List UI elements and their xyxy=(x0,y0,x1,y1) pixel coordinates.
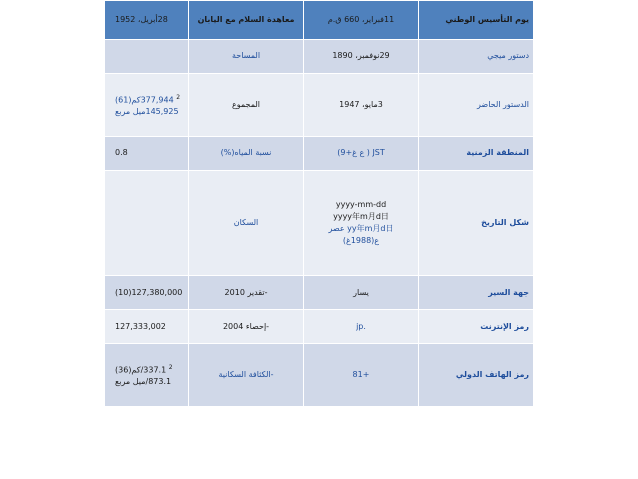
peace-treaty-value: 28أبريل، 1952 xyxy=(105,1,189,40)
population-density-label[interactable]: -الكثافة السكانية xyxy=(189,343,304,406)
table-row xyxy=(105,170,534,276)
date-format-label[interactable]: شكل التاريخ xyxy=(419,170,534,276)
area-value xyxy=(105,40,189,74)
date-format-value: yyyy-mm-dd yyyy年m月d日 yy年m月d日 عصر ع(1988غ) xyxy=(304,170,419,276)
estimate-2010-value: 127,380,000(10) xyxy=(105,276,189,310)
water-percent-label[interactable]: نسبة المياه(%) xyxy=(189,136,304,170)
drives-on-label[interactable]: جهة السير xyxy=(419,276,534,310)
time-zone-label[interactable]: المنطقة الزمنية xyxy=(419,136,534,170)
meiji-constitution-label[interactable]: دستور ميجي xyxy=(419,40,534,74)
meiji-constitution-value: 29نوفمبر، 1890 xyxy=(304,40,419,74)
internet-tld-value[interactable]: .jp xyxy=(304,310,419,344)
drives-on-value: يسار xyxy=(304,276,419,310)
table-row xyxy=(105,73,534,136)
total-area-value: $^2$ 377,944كم(61) 145,925ميل مربع xyxy=(105,73,189,136)
census-2004-label: -إحصاء 2004 xyxy=(189,310,304,344)
table-row xyxy=(105,40,534,74)
superscript-2: 2 xyxy=(168,363,173,371)
table-row xyxy=(105,136,534,170)
population-value xyxy=(105,170,189,276)
national-day-value: 11فبراير، 660 ق.م xyxy=(304,1,419,40)
population-label[interactable]: السكان xyxy=(189,170,304,276)
total-area-label: المجموع xyxy=(189,73,304,136)
census-2004-value: 127,333,002 xyxy=(105,310,189,344)
table-row xyxy=(105,1,534,40)
national-day-label[interactable]: يوم التأسيس الوطني xyxy=(419,1,534,40)
internet-tld-label[interactable]: رمز الإنترنت xyxy=(419,310,534,344)
peace-treaty-label[interactable]: معاهدة السلام مع اليابان xyxy=(189,1,304,40)
time-zone-value[interactable]: JST ( ع غ+9) xyxy=(304,136,419,170)
superscript-2: 2 xyxy=(176,93,181,101)
calling-code-value[interactable]: +81 xyxy=(304,343,419,406)
population-density-value: $^2$ 337.1/كم(36) 873.1/ميل مربع xyxy=(105,343,189,406)
table-row xyxy=(105,310,534,344)
calling-code-label[interactable]: رمز الهاتف الدولي xyxy=(419,343,534,406)
water-percent-value: 0.8 xyxy=(105,136,189,170)
current-constitution-label[interactable]: الدستور الحاضر xyxy=(419,73,534,136)
country-infobox-table xyxy=(104,0,534,407)
current-constitution-value: 3مايو، 1947 xyxy=(304,73,419,136)
estimate-2010-label: -تقدير 2010 xyxy=(189,276,304,310)
table-row xyxy=(105,276,534,310)
area-label[interactable]: المساحة xyxy=(189,40,304,74)
table-row xyxy=(105,343,534,406)
